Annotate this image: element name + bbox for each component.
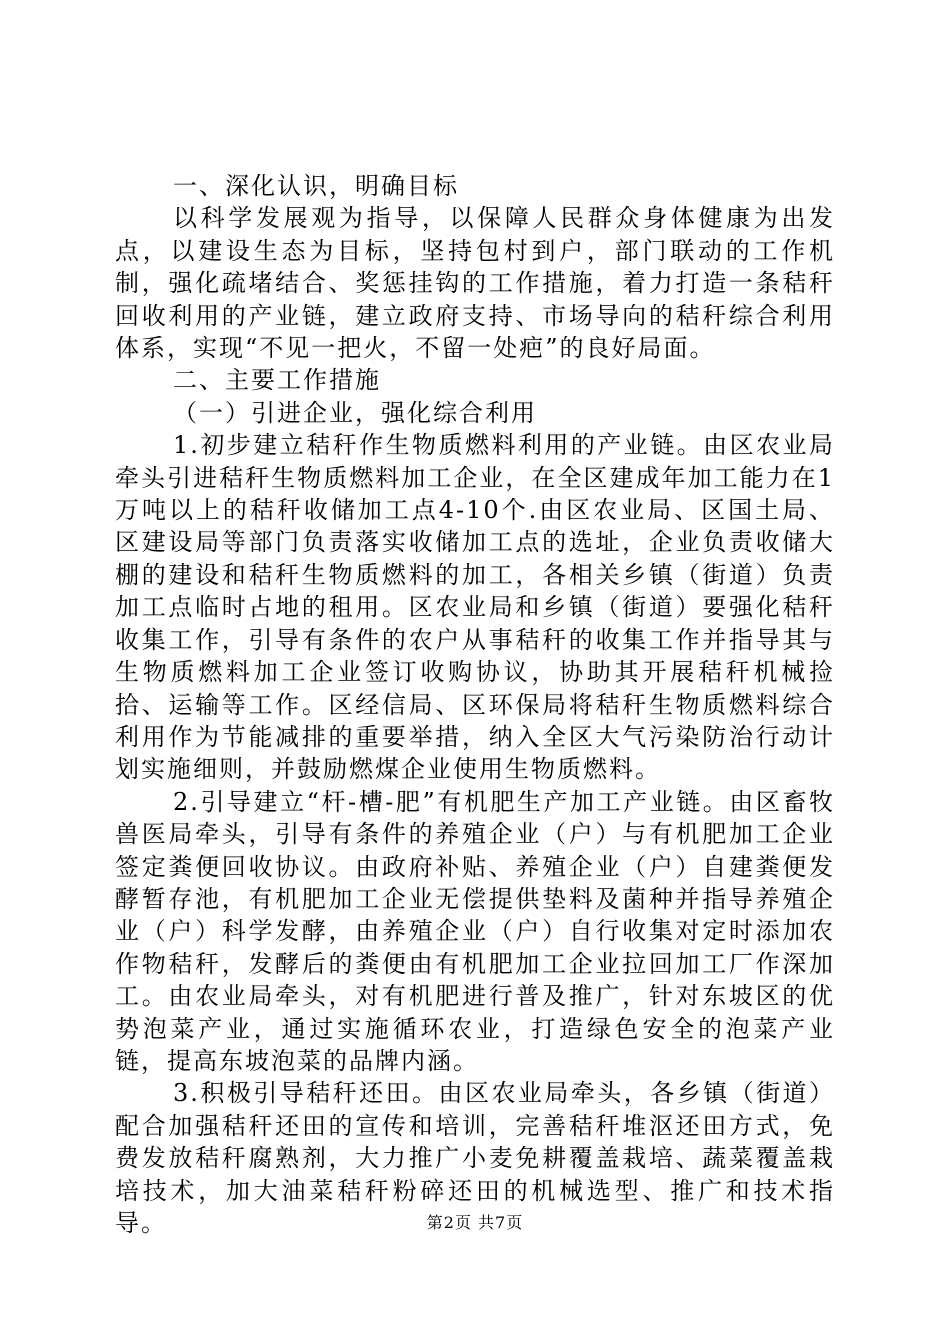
document-body <box>115 170 835 1239</box>
section-heading-1: 一、深化认识，明确目标 <box>173 172 459 200</box>
subsection-heading-1: （一）引进企业，强化综合利用 <box>173 398 537 427</box>
body-paragraph-item-1: 1.初步建立秸秆作生物质燃料利用的产业链。由区农业局牵头引进秸秆生物质燃料加工企业，在全区建成年加工能力在1万吨以上的秸秆收储加工点4-10个.由区农业局、区国土局、区建设局等部门负责落实收储加工点的选址，企业负责收储大棚的建设和秸秆生物质燃料的加工，各相关乡镇（街道）负责加工点临时占地的租用。区农业局和乡镇（街道）要强化秸秆收集工作，引导有条件的农户从事秸秆的收集工作并指导其与生物质燃料加工企业签订收购协议，协助其开展秸秆机械捡拾、运输等工作。区经信局、区环保局将秸秆生物质燃料综合利用作为节能减排的重要举措，纳入全区大气污染防治行动计划实施细则，并鼓励燃煤企业使用生物质燃料。 <box>115 431 835 784</box>
body-paragraph-item-3: 3.积极引导秸秆还田。由区农业局牵头，各乡镇（街道）配合加强秸秆还田的宣传和培训，完善秸秆堆沤还田方式，免费发放秸秆腐熟剂，大力推广小麦免耕覆盖栽培、蔬菜覆盖栽培技术，加大油菜秸秆粉碎还田的机械选型、推广和技术指导。 <box>115 1079 835 1237</box>
section-heading-2: 二、主要工作措施 <box>173 366 381 395</box>
body-paragraph: 以科学发展观为指导，以保障人民群众身体健康为出发点，以建设生态为目标，坚持包村到户，部门联动的工作机制，强化疏堵结合、奖惩挂钩的工作措施，着力打造一条秸秆回收利用的产业链，建立政府支持、市场导向的秸秆综合利用体系，实现“不见一把火，不留一处疤”的良好局面。 <box>115 204 835 363</box>
body-paragraph-item-2: 2.引导建立“杆-槽-肥”有机肥生产加工产业链。由区畜牧兽医局牵头，引导有条件的养殖企业（户）与有机肥加工企业签定粪便回收协议。由政府补贴、养殖企业（户）自建粪便发酵暂存池，有机肥加工企业无偿提供垫料及菌种并指导养殖企业（户）科学发酵，由养殖企业（户）自行收集对定时添加农作物秸秆，发酵后的粪便由有机肥加工企业拉回加工厂作深加工。由农业局牵头，对有机肥进行普及推广，针对东坡区的优势泡菜产业，通过实施循环农业，打造绿色安全的泡菜产业链，提高东坡泡菜的品牌内涵。 <box>115 787 835 1075</box>
page-number-footer: 第2页 共7页 <box>426 1213 524 1232</box>
